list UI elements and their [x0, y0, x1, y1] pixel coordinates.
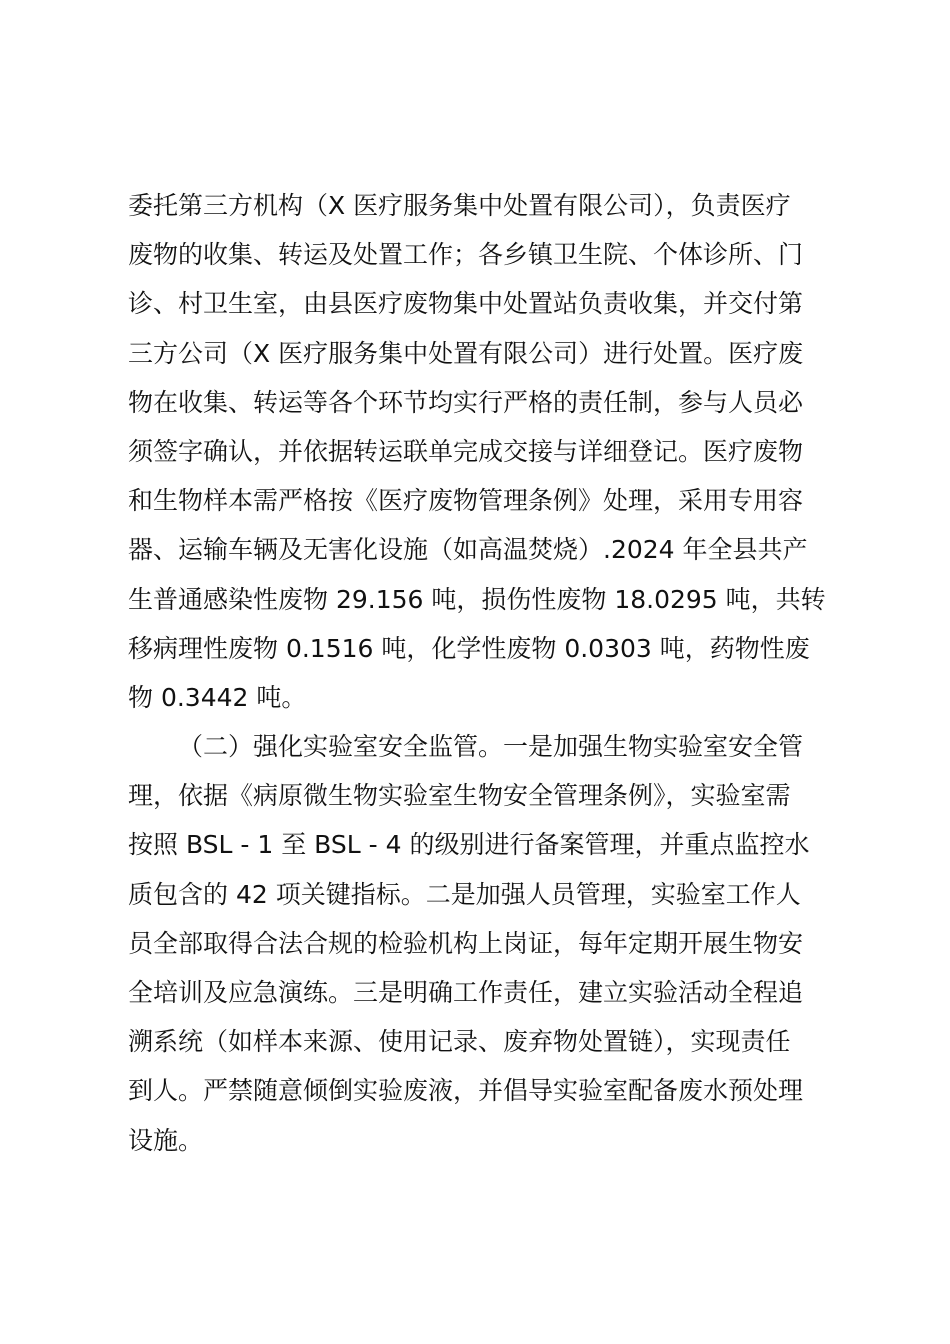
- paragraph-line: 物 0.3442 吨。: [128, 682, 307, 712]
- paragraph-line: 诊、村卫生室，由县医疗废物集中处置站负责收集，并交付第: [128, 289, 804, 319]
- paragraph-line: 移病理性废物 0.1516 吨，化学性废物 0.0303 吨，药物性废: [128, 633, 810, 663]
- paragraph-line: 三方公司（X 医疗服务集中处置有限公司）进行处置。医疗废: [128, 338, 804, 368]
- paragraph-2: [128, 722, 838, 1165]
- paragraph-line: 委托第三方机构（X 医疗服务集中处置有限公司），负责医疗: [128, 191, 791, 220]
- paragraph-line: 理，依据《病原微生物实验室生物安全管理条例》，实验室需: [128, 781, 791, 811]
- paragraph-line: 设施。: [128, 1125, 204, 1155]
- paragraph-line: （二）强化实验室安全监管。一是加强生物实验室安全管: [178, 732, 804, 762]
- document-body: [128, 181, 838, 1165]
- paragraph-line: 全培训及应急演练。三是明确工作责任，建立实验活动全程追: [128, 978, 804, 1007]
- paragraph-line: 到人。严禁随意倾倒实验废液，并倡导实验室配备废水预处理: [128, 1076, 804, 1106]
- paragraph-line: 溯系统（如样本来源、使用记录、废弃物处置链），实现责任: [128, 1027, 791, 1057]
- paragraph-line: 物在收集、转运等各个环节均实行严格的责任制，参与人员必: [128, 387, 804, 417]
- paragraph-line: 器、运输车辆及无害化设施（如高温焚烧）.2024 年全县共产: [128, 535, 808, 565]
- paragraph-1: [128, 181, 838, 722]
- paragraph-line: 须签字确认，并依据转运联单完成交接与详细登记。医疗废物: [128, 436, 804, 466]
- paragraph-line: 质包含的 42 项关键指标。二是加强人员管理，实验室工作人: [128, 879, 801, 909]
- paragraph-line: 和生物样本需严格按《医疗废物管理条例》处理，采用专用容: [128, 486, 804, 516]
- paragraph-line: 生普通感染性废物 29.156 吨，损伤性废物 18.0295 吨，共转: [128, 584, 826, 614]
- paragraph-line: 按照 BSL - 1 至 BSL - 4 的级别进行备案管理，并重点监控水: [128, 830, 810, 860]
- paragraph-line: 员全部取得合法合规的检验机构上岗证，每年定期开展生物安: [128, 928, 804, 958]
- paragraph-line: 废物的收集、转运及处置工作；各乡镇卫生院、个体诊所、门: [128, 240, 804, 270]
